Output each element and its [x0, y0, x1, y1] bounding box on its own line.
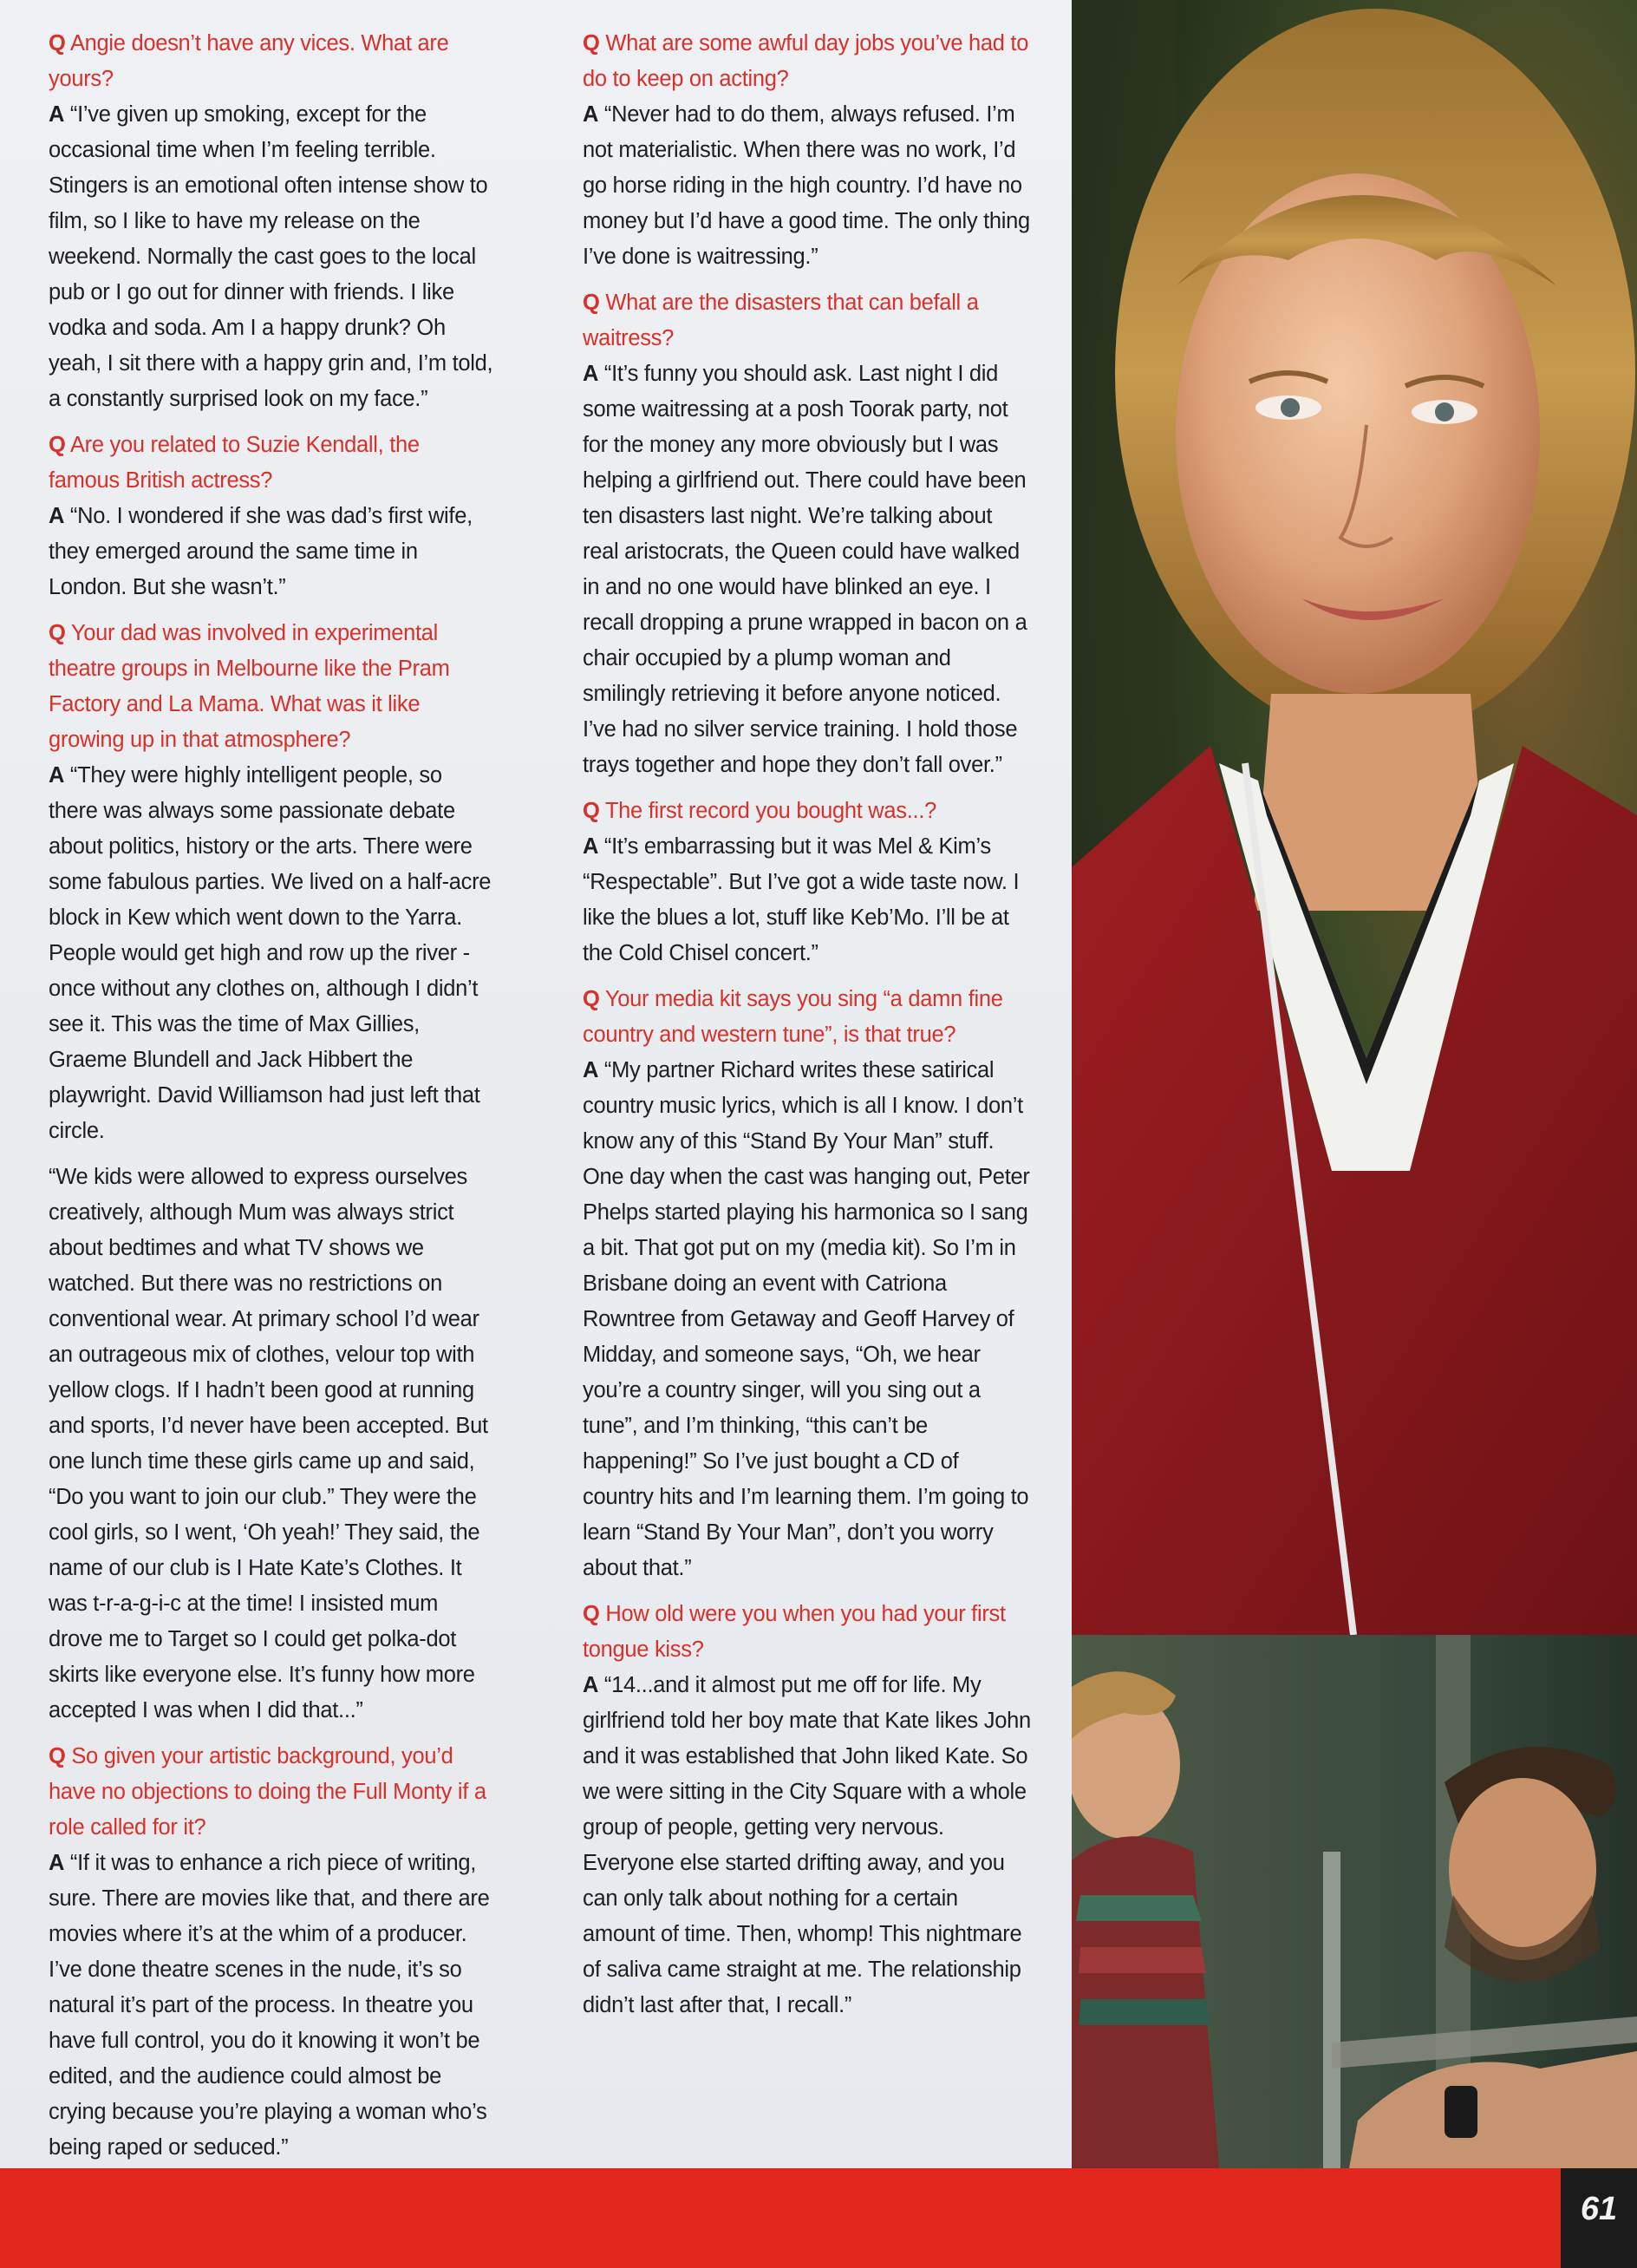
qa-item [583, 794, 1034, 971]
a-mark: A [49, 1851, 65, 1875]
answer [49, 499, 496, 605]
question-text: What are some awful day jobs you’ve had to do to keep on acting? [583, 31, 1029, 91]
footer-bar [0, 2168, 1561, 2268]
answer-text: “They were highly intelligent people, so there was always some passionate debate about politics, history or the arts. There were some fabulous parties. We lived on a half-acre block in Kew which went down to the Yarra. People would get high and row up the river - once without any clothes on, although I didn’t see it. This was the time of Max Gillies, Graeme Blundell and Jack Hibbert the playwright. David Williamson had just left that circle. [49, 763, 492, 1143]
middle-text-column [583, 26, 1034, 2034]
page-number: 61 [1580, 2191, 1618, 2227]
q-mark: Q [49, 433, 66, 457]
answer-text: “I’ve given up smoking, except for the occasional time when I’m feeling terrible. Stingers is an emotional often intense show to film, so I like to have my release on the weekend. Normally the cast goes to the local pub or I go out for dinner with friends. I like vodka and soda. Am I a happy drunk? Oh yeah, I sit there with a happy grin and, I’m told, a constantly surprised look on my face.” [49, 102, 493, 411]
question-text: What are the disasters that can befall a waitress? [583, 291, 979, 350]
answer [49, 97, 496, 417]
question [49, 616, 496, 758]
q-mark: Q [583, 31, 600, 56]
scene-illustration [1072, 1635, 1637, 2168]
a-mark: A [583, 1058, 599, 1082]
left-text-column [49, 26, 496, 2176]
a-mark: A [583, 102, 599, 127]
answer-text: “My partner Richard writes these satirical country music lyrics, which is all I know. I don’t know any of this “Stand By Your Man” stuff. One day when the cast was hanging out, Peter Phelps started playing his harmonica so I sang a bit. That got put on my (media kit). So I’m in Brisbane doing an event with Catriona Rowntree from Getaway and Geoff Harvey of Midday, and someone says, “Oh, we hear you’re a country singer, will you sing out a tune”, and I’m thinking, “this can’t be happening!” So I’ve just bought a CD of country hits and I’m learning them. I’m going to learn “Stand By Your Man”, don’t you worry about that.” [583, 1058, 1030, 1580]
a-mark: A [583, 1673, 599, 1697]
question-text: Angie doesn’t have any vices. What are yours? [49, 31, 449, 91]
question [583, 982, 1034, 1053]
answer-text: “It’s funny you should ask. Last night I did some waitressing at a posh Toorak party, not for the money any more obviously but I was helping a girlfriend out. There could have been ten disasters last night. We’re talking about real aristocrats, the Queen could have walked in and no one would have blinked an eye. I recall dropping a prune wrapped in bacon on a chair occupied by a plump woman and smilingly retrieving it before anyone noticed. I’ve had no silver service training. I hold those trays together and hope they don’t fall over.” [583, 362, 1027, 777]
a-mark: A [49, 102, 65, 127]
a-mark: A [583, 362, 599, 386]
question-text: Your media kit says you sing “a damn fine country and western tune”, is that true? [583, 987, 1003, 1047]
answer-text: “14...and it almost put me off for life. My girlfriend told her boy mate that Kate likes John and it was established that John liked Kate. So we were sitting in the City Square with a whole group of people, getting very nervous. Everyone else started drifting away, and you can only talk about nothing for a certain amount of time. Then, whomp! This nightmare of saliva came straight at me. The relationship didn’t last after that, I recall.” [583, 1673, 1031, 2017]
q-mark: Q [583, 291, 600, 315]
a-mark: A [583, 834, 599, 859]
qa-item [583, 285, 1034, 783]
answer-continued: “We kids were allowed to express ourselves creatively, although Mum was always strict about bedtimes and what TV shows we watched. But there was no restrictions on conventional wear. At primary school I’d wear an outrageous mix of clothes, velour top with yellow clogs. If I hadn’t been good at running and sports, I’d never have been accepted. But one lunch time these girls came up and said, “Do you want to join our club.” They were the cool girls, so I went, ‘Oh yeah!’ They said, the name of our club is I Hate Kate’s Clothes. It was t-r-a-g-i-c at the time! I insisted mum drove me to Target so I could get polka-dot skirts like everyone else. It’s funny how more accepted I was when I did that...” [49, 1165, 488, 1722]
qa-item [583, 982, 1034, 1586]
q-mark: Q [49, 1744, 66, 1768]
a-mark: A [49, 763, 65, 788]
a-mark: A [49, 504, 65, 528]
qa-item [583, 26, 1034, 275]
answer [583, 1668, 1034, 2023]
qa-item [49, 26, 496, 417]
answer [49, 758, 496, 1149]
question-text: Your dad was involved in experimental theatre groups in Melbourne like the Pram Factory and La Mama. What was it like growing up in that atmosphere? [49, 621, 450, 752]
answer [583, 829, 1034, 971]
answer [583, 97, 1034, 275]
answer [583, 356, 1034, 783]
question [583, 1597, 1034, 1668]
question-text: Are you related to Suzie Kendall, the famous British actress? [49, 433, 420, 493]
question [49, 26, 496, 97]
question [583, 794, 1034, 829]
qa-item [49, 1739, 496, 2166]
answer [583, 1053, 1034, 1586]
q-mark: Q [49, 621, 66, 645]
q-mark: Q [49, 31, 66, 56]
portrait-illustration [1072, 0, 1637, 1635]
answer-text: “Never had to do them, always refused. I’m not materialistic. When there was no work, I’d go horse riding in the high country. I’d have no money but I’d have a good time. The only thing I’ve done is waitressing.” [583, 102, 1030, 269]
question [49, 428, 496, 499]
answer-text: “If it was to enhance a rich piece of writing, sure. There are movies like that, and there are movies where it’s at the whim of a producer. I’ve done theatre scenes in the nude, it’s so natural it’s part of the process. In theatre you have full control, you do it knowing it won’t be edited, and the audience could almost be crying because you’re playing a woman who’s being raped or seduced.” [49, 1851, 490, 2160]
answer [49, 1846, 496, 2166]
q-mark: Q [583, 799, 600, 823]
portrait-photo [1072, 0, 1637, 1635]
qa-item [583, 1597, 1034, 2023]
answer-text: “No. I wondered if she was dad’s first wife, they emerged around the same time in London. But she wasn’t.” [49, 504, 473, 599]
q-mark: Q [583, 1602, 600, 1626]
scene-photo [1072, 1635, 1637, 2168]
question [49, 1739, 496, 1846]
q-mark: Q [583, 987, 600, 1011]
question [583, 285, 1034, 356]
qa-item [49, 616, 496, 1729]
question [583, 26, 1034, 97]
question-text: The first record you bought was...? [604, 799, 936, 823]
question-text: How old were you when you had your first tongue kiss? [583, 1602, 1006, 1662]
qa-item [49, 428, 496, 605]
question-text: So given your artistic background, you’d have no objections to doing the Full Monty if a role called for it? [49, 1744, 486, 1840]
answer-text: “It’s embarrassing but it was Mel & Kim’s “Respectable”. But I’ve got a wide taste now. I like the blues a lot, stuff like Keb’Mo. I’ll be at the Cold Chisel concert.” [583, 834, 1020, 965]
